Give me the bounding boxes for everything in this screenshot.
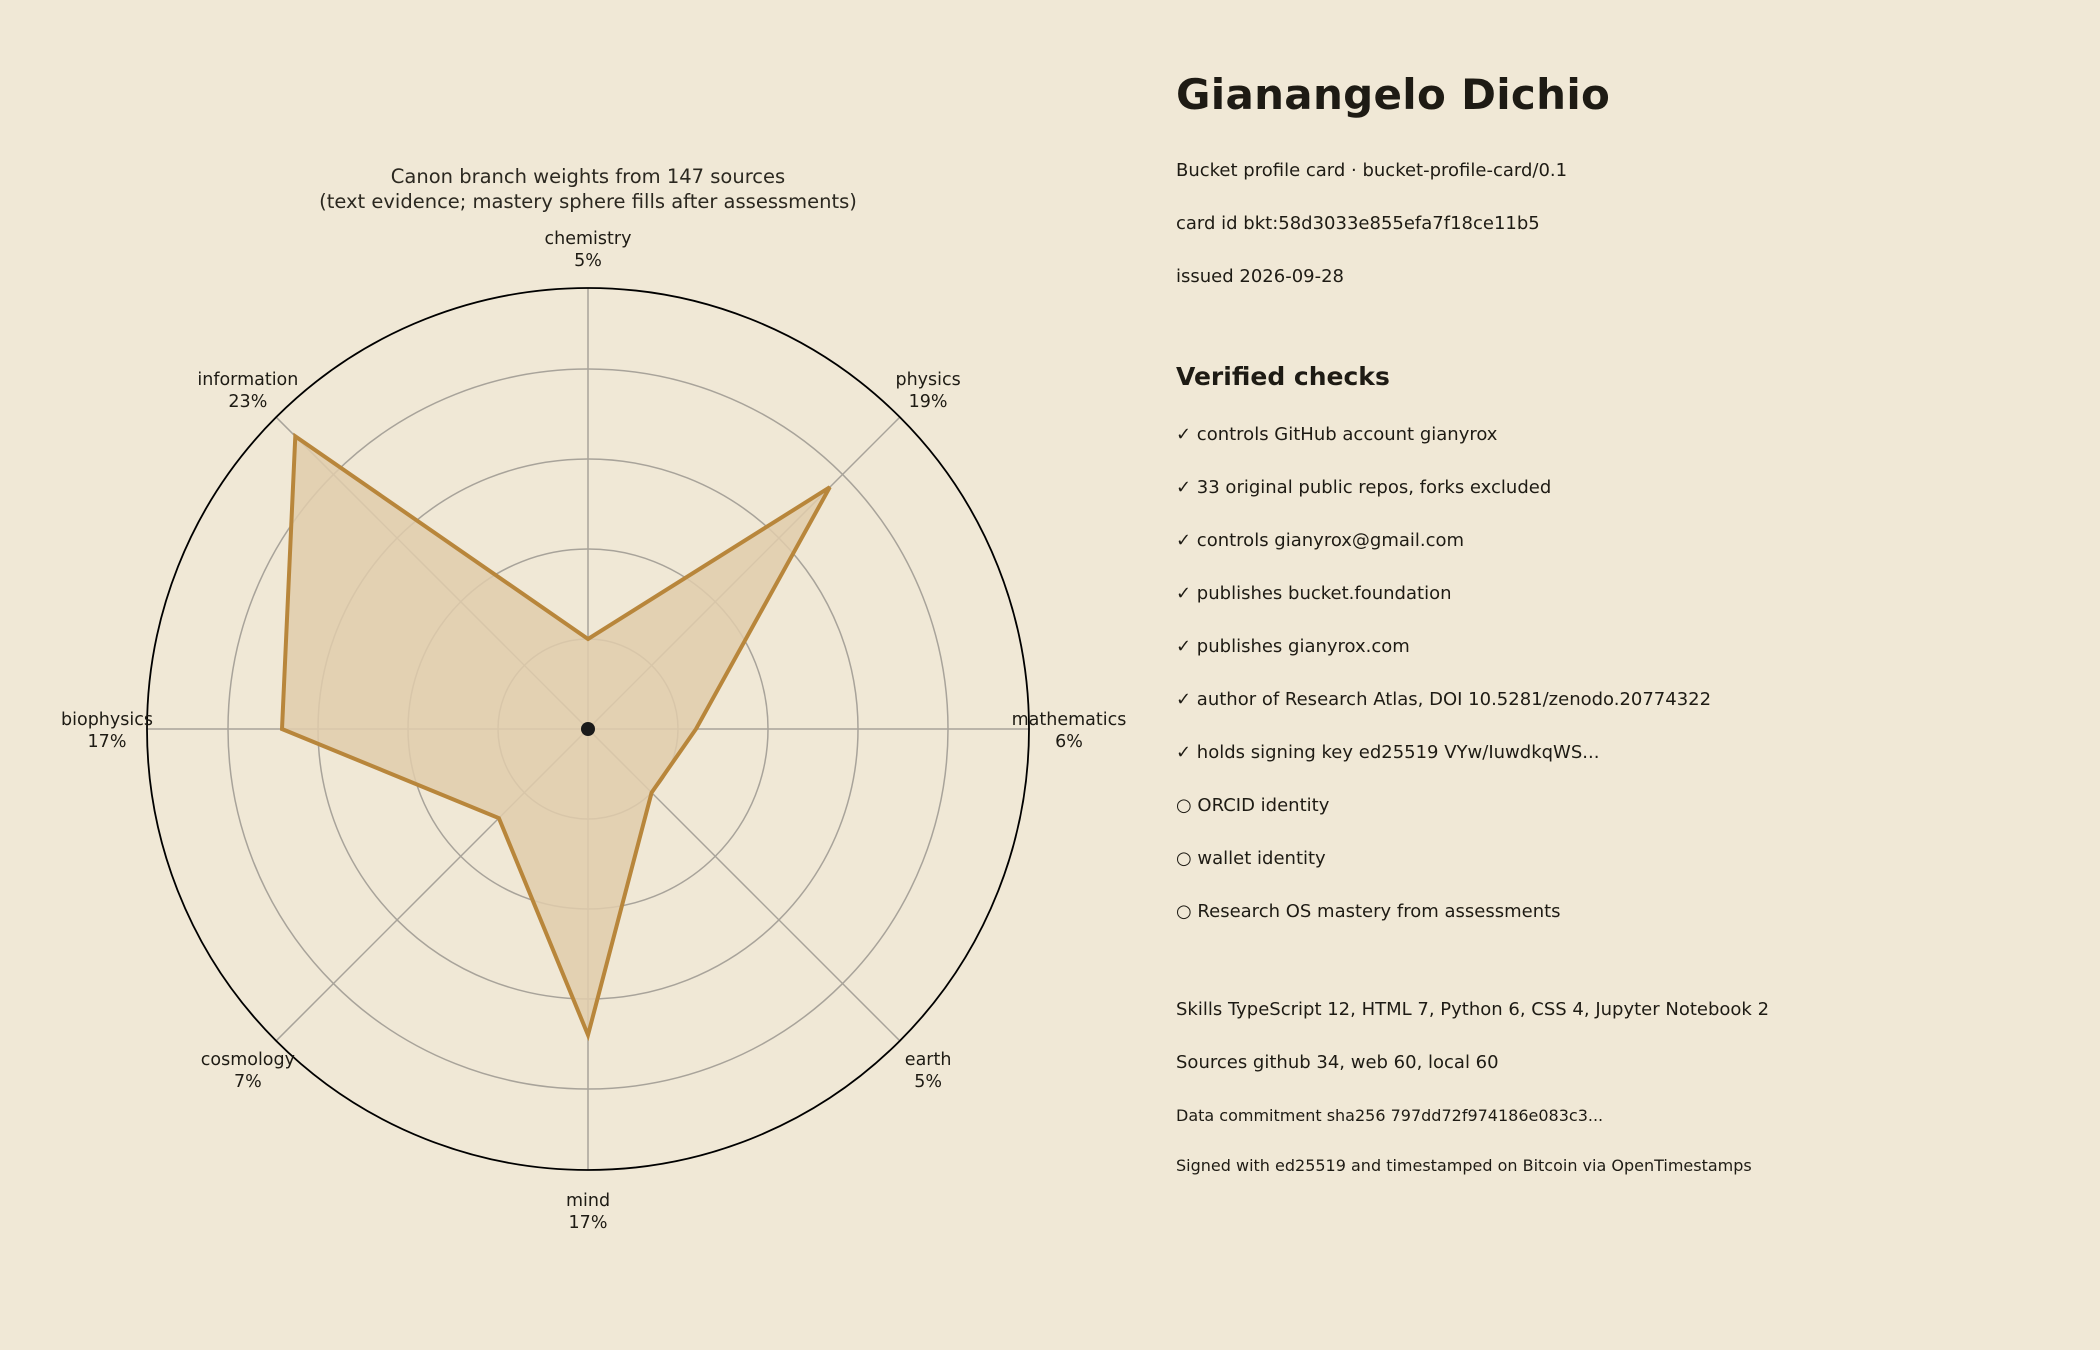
check-item: ○ ORCID identity	[1176, 795, 1330, 816]
axis-label-value: 5%	[574, 251, 602, 271]
check-item: ✓ holds signing key ed25519 VYw/IuwdkqWS...	[1176, 742, 1600, 763]
card-id: card id bkt:58d3033e855efa7f18ce11b5	[1176, 213, 1540, 234]
verified-checks-title: Verified checks	[1176, 362, 1390, 391]
check-item: ✓ controls GitHub account gianyrox	[1176, 424, 1498, 445]
axis-label-value: 17%	[87, 732, 127, 752]
check-item: ○ Research OS mastery from assessments	[1176, 901, 1561, 922]
check-item: ✓ 33 original public repos, forks excluded	[1176, 477, 1552, 498]
check-item: ✓ controls gianyrox@gmail.com	[1176, 530, 1465, 551]
radar-center-dot	[581, 722, 595, 736]
axis-label-value: 19%	[908, 391, 948, 412]
check-item: ○ wallet identity	[1176, 848, 1326, 869]
issued-date: issued 2026-09-28	[1176, 266, 1344, 287]
axis-label-biophysics	[61, 710, 153, 752]
skills-summary: Skills TypeScript 12, HTML 7, Python 6, CSS 4, Jupyter Notebook 2	[1176, 999, 1770, 1020]
axis-label-name: mind	[565, 1191, 611, 1211]
axis-label-value: 5%	[914, 1072, 943, 1093]
axis-label-physics	[895, 370, 960, 412]
radar-series	[282, 436, 830, 1035]
axis-label-value: 17%	[568, 1213, 608, 1233]
data-commitment: Data commitment sha256 797dd72f974186e083c3...	[1176, 1106, 1604, 1125]
axis-label-name: mathematics	[1011, 710, 1127, 730]
axis-label-name: earth	[904, 1050, 952, 1071]
axis-label-name: physics	[895, 369, 961, 390]
axis-label-name: biophysics	[61, 710, 153, 730]
axis-label-name: information	[197, 369, 299, 390]
radar-series-area	[282, 436, 830, 1035]
check-item: ✓ publishes gianyrox.com	[1176, 636, 1410, 657]
signature-note: Signed with ed25519 and timestamped on Bitcoin via OpenTimestamps	[1176, 1156, 1752, 1175]
chart-title-line-1: Canon branch weights from 147 sources	[390, 165, 786, 188]
axis-label-chemistry	[545, 229, 632, 271]
axis-label-value: 6%	[1055, 732, 1083, 752]
axis-label-earth	[905, 1050, 952, 1092]
axis-label-value: 23%	[228, 391, 268, 412]
axis-label-cosmology	[201, 1050, 295, 1092]
axis-label-name: cosmology	[200, 1050, 295, 1071]
axis-label-value: 7%	[233, 1072, 262, 1093]
profile-name: Gianangelo Dichio	[1176, 70, 1611, 119]
check-item: ✓ author of Research Atlas, DOI 10.5281/zenodo.20774322	[1176, 689, 1712, 710]
axis-label-information	[197, 370, 298, 412]
card-type: Bucket profile card · bucket-profile-card/0.1	[1176, 160, 1568, 181]
chart-title-line-2: (text evidence; mastery sphere fills after assessments)	[319, 190, 857, 213]
sources-summary: Sources github 34, web 60, local 60	[1176, 1052, 1499, 1073]
axis-label-mind	[566, 1191, 610, 1233]
check-item: ✓ publishes bucket.foundation	[1176, 583, 1452, 604]
axis-label-name: chemistry	[544, 229, 632, 249]
chart-title	[319, 165, 857, 213]
